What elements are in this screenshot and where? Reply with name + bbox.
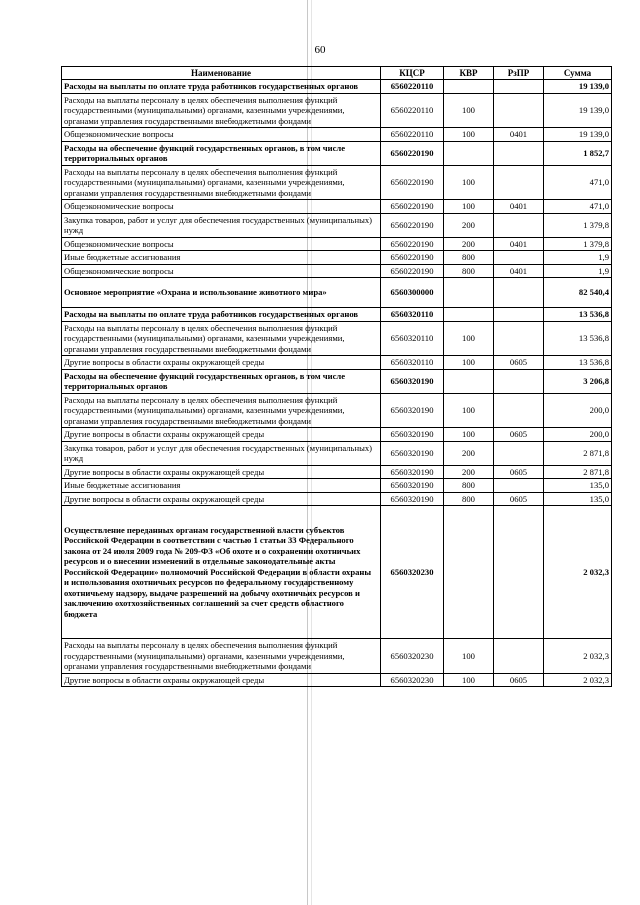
cell-kvr: 200: [444, 441, 494, 465]
cell-kcsr: 6560320190: [381, 393, 444, 428]
cell-rzpr: 0605: [494, 673, 544, 687]
cell-name: Основное мероприятие «Охрана и использование животного мира»: [62, 278, 381, 308]
cell-kvr: 200: [444, 465, 494, 479]
cell-rzpr: 0401: [494, 200, 544, 214]
cell-name: Иные бюджетные ассигнования: [62, 479, 381, 493]
table-row: [62, 428, 612, 442]
cell-name: Осуществление переданных органам государственной власти субъектов Российской Федерации в соответствии с частью 1 статьи 33 Федерального закона от 24 июля 2009 года № 209-ФЗ «Об охоте и о сохранении охотничьих ресурсов и о внесении изменений в отдельные законодательные акты Российской Федерации» полномочий Российской Федерации в области охраны и использования охотничьих ресурсов по федеральному государственному охотничьему надзору, выдаче разрешений на добычу охотничьих ресурсов и заключению охотхозяйственных соглашений за счет средств областного бюджета: [62, 506, 381, 639]
cell-kcsr: 6560320230: [381, 639, 444, 674]
cell-name: Другие вопросы в области охраны окружающей среды: [62, 465, 381, 479]
cell-sum: 1 852,7: [544, 141, 612, 165]
cell-sum: 1 379,8: [544, 213, 612, 237]
cell-kcsr: 6560320190: [381, 369, 444, 393]
cell-rzpr: [494, 165, 544, 200]
cell-sum: 135,0: [544, 479, 612, 493]
cell-kvr: 100: [444, 200, 494, 214]
table-row: [62, 506, 612, 639]
cell-kvr: 100: [444, 393, 494, 428]
page-number: 60: [314, 44, 326, 56]
cell-name: Иные бюджетные ассигнования: [62, 251, 381, 265]
cell-kvr: [444, 278, 494, 308]
cell-sum: 135,0: [544, 492, 612, 506]
table-row: [62, 492, 612, 506]
cell-kvr: [444, 308, 494, 322]
cell-rzpr: [494, 479, 544, 493]
cell-kcsr: 6560220190: [381, 264, 444, 278]
cell-rzpr: 0605: [494, 492, 544, 506]
cell-kcsr: 6560220110: [381, 93, 444, 128]
table-row: [62, 393, 612, 428]
cell-sum: 13 536,8: [544, 356, 612, 370]
cell-rzpr: [494, 639, 544, 674]
table-row: [62, 80, 612, 94]
table-body: [62, 80, 612, 687]
header-kvr: КВР: [444, 67, 494, 80]
cell-kvr: 100: [444, 128, 494, 142]
cell-name: Общеэкономические вопросы: [62, 237, 381, 251]
table-row: [62, 639, 612, 674]
cell-name: Другие вопросы в области охраны окружающей среды: [62, 356, 381, 370]
cell-name: Другие вопросы в области охраны окружающей среды: [62, 492, 381, 506]
cell-kvr: 100: [444, 673, 494, 687]
table-row: [62, 308, 612, 322]
cell-kcsr: 6560220190: [381, 213, 444, 237]
cell-sum: 2 032,3: [544, 639, 612, 674]
cell-name: Расходы на выплаты по оплате труда работников государственных органов: [62, 80, 381, 94]
header-rzpr: РзПР: [494, 67, 544, 80]
table-row: [62, 128, 612, 142]
cell-name: Расходы на выплаты по оплате труда работников государственных органов: [62, 308, 381, 322]
budget-table: [61, 66, 612, 687]
cell-name: Расходы на выплаты персоналу в целях обеспечения выполнения функций государственными (муниципальными) органами, казенными учреждениями, органами управления государственными внебюджетными фондами: [62, 93, 381, 128]
cell-kcsr: 6560320190: [381, 465, 444, 479]
cell-kvr: 800: [444, 251, 494, 265]
cell-rzpr: 0401: [494, 128, 544, 142]
cell-kcsr: 6560220190: [381, 141, 444, 165]
cell-name: Другие вопросы в области охраны окружающей среды: [62, 673, 381, 687]
header-kcsr: КЦСР: [381, 67, 444, 80]
cell-rzpr: [494, 393, 544, 428]
cell-name: Закупка товаров, работ и услуг для обеспечения государственных (муниципальных) нужд: [62, 213, 381, 237]
cell-kvr: 800: [444, 264, 494, 278]
cell-kvr: 100: [444, 165, 494, 200]
cell-kvr: 100: [444, 639, 494, 674]
cell-sum: 1,9: [544, 264, 612, 278]
cell-kvr: 800: [444, 479, 494, 493]
cell-sum: 2 871,8: [544, 465, 612, 479]
cell-kvr: 200: [444, 213, 494, 237]
table-row: [62, 278, 612, 308]
cell-rzpr: [494, 80, 544, 94]
cell-rzpr: [494, 141, 544, 165]
cell-name: Общеэкономические вопросы: [62, 128, 381, 142]
cell-sum: 1 379,8: [544, 237, 612, 251]
cell-kcsr: 6560320190: [381, 441, 444, 465]
cell-sum: 3 206,8: [544, 369, 612, 393]
cell-rzpr: 0605: [494, 465, 544, 479]
cell-sum: 2 032,3: [544, 506, 612, 639]
cell-sum: 19 139,0: [544, 128, 612, 142]
header-name: Наименование: [62, 67, 381, 80]
cell-kvr: 100: [444, 428, 494, 442]
cell-rzpr: 0401: [494, 237, 544, 251]
cell-kcsr: 6560320190: [381, 492, 444, 506]
cell-rzpr: [494, 93, 544, 128]
cell-kcsr: 6560320110: [381, 321, 444, 356]
cell-sum: 82 540,4: [544, 278, 612, 308]
table-row: [62, 93, 612, 128]
cell-rzpr: [494, 369, 544, 393]
table-row: [62, 237, 612, 251]
cell-name: Другие вопросы в области охраны окружающей среды: [62, 428, 381, 442]
table-row: [62, 165, 612, 200]
cell-name: Закупка товаров, работ и услуг для обеспечения государственных (муниципальных) нужд: [62, 441, 381, 465]
cell-kcsr: 6560320110: [381, 308, 444, 322]
cell-sum: 13 536,8: [544, 321, 612, 356]
cell-kcsr: 6560320190: [381, 428, 444, 442]
cell-sum: 19 139,0: [544, 93, 612, 128]
table-row: [62, 321, 612, 356]
cell-name: Расходы на выплаты персоналу в целях обеспечения выполнения функций государственными (муниципальными) органами, казенными учреждениями, органами управления государственными внебюджетными фондами: [62, 393, 381, 428]
cell-kcsr: 6560220190: [381, 237, 444, 251]
table-row: [62, 141, 612, 165]
cell-sum: 200,0: [544, 428, 612, 442]
cell-name: Общеэкономические вопросы: [62, 200, 381, 214]
cell-kcsr: 6560300000: [381, 278, 444, 308]
cell-name: Расходы на выплаты персоналу в целях обеспечения выполнения функций государственными (муниципальными) органами, казенными учреждениями, органами управления государственными внебюджетными фондами: [62, 321, 381, 356]
cell-kvr: 100: [444, 356, 494, 370]
cell-kcsr: 6560220110: [381, 80, 444, 94]
cell-sum: 19 139,0: [544, 80, 612, 94]
cell-sum: 471,0: [544, 165, 612, 200]
table-row: [62, 465, 612, 479]
cell-rzpr: [494, 278, 544, 308]
cell-kcsr: 6560220190: [381, 251, 444, 265]
table-row: [62, 251, 612, 265]
table-row: [62, 200, 612, 214]
cell-sum: 2 032,3: [544, 673, 612, 687]
cell-sum: 1,9: [544, 251, 612, 265]
cell-kcsr: 6560320190: [381, 479, 444, 493]
cell-rzpr: [494, 308, 544, 322]
cell-name: Расходы на выплаты персоналу в целях обеспечения выполнения функций государственными (муниципальными) органами, казенными учреждениями, органами управления государственными внебюджетными фондами: [62, 639, 381, 674]
cell-name: Расходы на выплаты персоналу в целях обеспечения выполнения функций государственными (муниципальными) органами, казенными учреждениями, органами управления государственными внебюджетными фондами: [62, 165, 381, 200]
cell-rzpr: 0401: [494, 264, 544, 278]
table-row: [62, 441, 612, 465]
cell-kcsr: 6560320230: [381, 673, 444, 687]
cell-sum: 471,0: [544, 200, 612, 214]
cell-kvr: [444, 369, 494, 393]
table-row: [62, 479, 612, 493]
table-row: [62, 673, 612, 687]
cell-rzpr: [494, 506, 544, 639]
cell-kcsr: 6560320110: [381, 356, 444, 370]
cell-rzpr: 0605: [494, 356, 544, 370]
cell-sum: 2 871,8: [544, 441, 612, 465]
cell-kvr: [444, 506, 494, 639]
header-sum: Сумма: [544, 67, 612, 80]
cell-kcsr: 6560320230: [381, 506, 444, 639]
table-header-row: [62, 67, 612, 80]
cell-name: Общеэкономические вопросы: [62, 264, 381, 278]
cell-name: Расходы на обеспечение функций государственных органов, в том числе территориальных органов: [62, 369, 381, 393]
cell-kvr: 200: [444, 237, 494, 251]
cell-kcsr: 6560220190: [381, 165, 444, 200]
cell-rzpr: [494, 213, 544, 237]
cell-kvr: 100: [444, 321, 494, 356]
cell-sum: 200,0: [544, 393, 612, 428]
cell-kcsr: 6560220110: [381, 128, 444, 142]
cell-rzpr: [494, 321, 544, 356]
cell-kvr: [444, 141, 494, 165]
cell-rzpr: 0605: [494, 428, 544, 442]
cell-kvr: [444, 80, 494, 94]
cell-rzpr: [494, 441, 544, 465]
table-row: [62, 369, 612, 393]
table-row: [62, 264, 612, 278]
cell-sum: 13 536,8: [544, 308, 612, 322]
cell-kvr: 800: [444, 492, 494, 506]
cell-rzpr: [494, 251, 544, 265]
cell-kcsr: 6560220190: [381, 200, 444, 214]
table-row: [62, 213, 612, 237]
cell-kvr: 100: [444, 93, 494, 128]
cell-name: Расходы на обеспечение функций государственных органов, в том числе территориальных органов: [62, 141, 381, 165]
table-row: [62, 356, 612, 370]
